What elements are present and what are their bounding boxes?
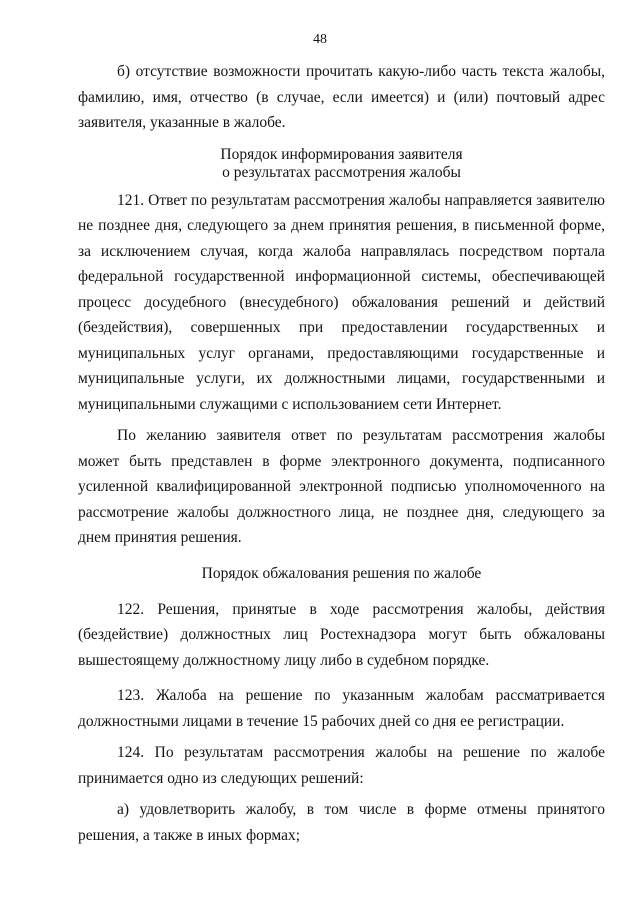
paragraph-124: 124. По результатам рассмотрения жалобы на решение по жалобе принимается одно из следующих решений: (78, 744, 605, 787)
paragraph-intro: б) отсутствие возможности прочитать какую-либо часть текста жалобы, фамилию, имя, отчество (в случае, если имеется) и (или) почтовый адрес заявителя, указанные в жалобе. (78, 63, 605, 131)
section-heading-informing-line-1: Порядок информирования заявителя (220, 145, 463, 163)
section-heading-informing-line-2: о результатах рассмотрения жалобы (222, 163, 461, 181)
paragraph-122: 122. Решения, принятые в ходе рассмотрения жалобы, действия (бездействие) должностных лиц Ростехнадзора могут быть обжалованы вышестоящему должностному лицу либо в судебном порядке. (78, 600, 605, 669)
section-heading-appeal: Порядок обжалования решения по жалобе (201, 564, 482, 582)
document-body (78, 59, 605, 848)
page-number: 48 (313, 32, 327, 47)
paragraph-123: 123. Жалоба на решение по указанным жалобам рассматривается должностными лицами в течение 15 рабочих дней со дня ее регистрации. (78, 687, 605, 730)
paragraph-121-electronic: По желанию заявителя ответ по результатам рассмотрения жалобы может быть представлен в форме электронного документа, подписанного усиленной квалифицированной электронной подписью уполномоченного на рассмотрение жалобы должностного лица, не позднее дня, следующего за днем принятия решения. (78, 427, 605, 546)
paragraph-124-a: а) удовлетворить жалобу, в том числе в форме отмены принятого решения, а также в иных формах; (78, 801, 605, 844)
paragraph-121: 121. Ответ по результатам рассмотрения жалобы направляется заявителю не позднее дня, следующего за днем принятия решения, в письменной форме, за исключением случая, когда жалоба направлялась посредством портала федеральной государственной информационной системы, обеспечивающей процесс досудебного (внесудебного) обжалования решений и действий (бездействия), совершенных при предоставлении государственных и муниципальных услуг органами, предоставляющими государственные и муниципальные услуги, их должностными лицами, государственными и муниципальными служащими с использованием сети Интернет. (78, 191, 605, 413)
